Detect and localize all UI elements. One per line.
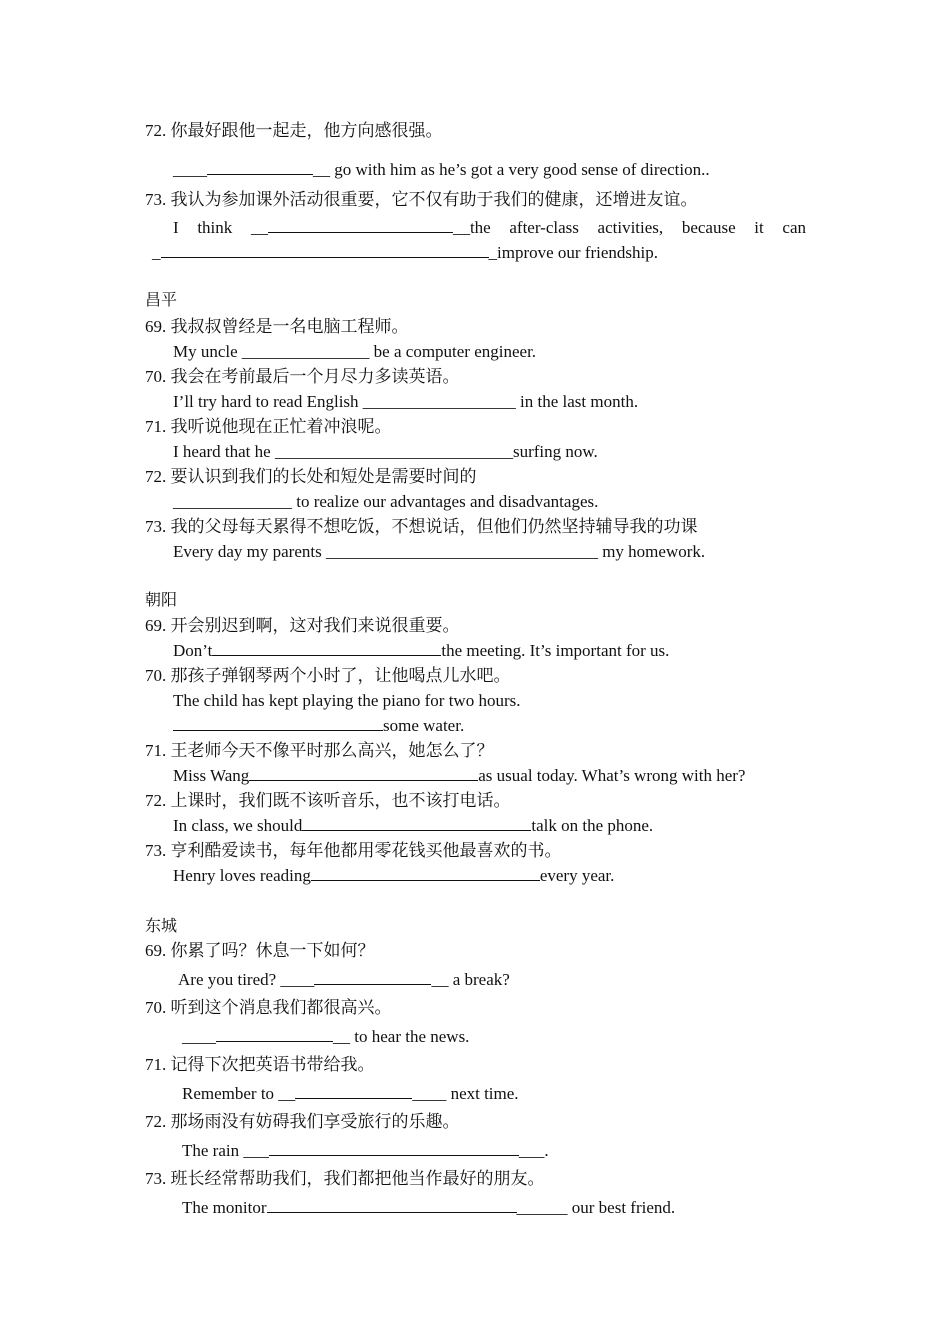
word: it xyxy=(754,218,764,237)
answer-blank[interactable] xyxy=(311,865,540,881)
sentence-text: In class, we should xyxy=(173,816,303,835)
question-72-chinese: 72. 上课时，我们既不该听音乐，也不该打电话。 xyxy=(145,791,511,810)
sentence-text: ____ next time. xyxy=(412,1084,519,1103)
answer-blank[interactable] xyxy=(216,1026,333,1042)
answer-blank[interactable] xyxy=(249,765,478,781)
sentence-text: __ a break? xyxy=(431,970,510,989)
section-title-dongcheng: 东城 xyxy=(145,918,178,935)
question-72-english xyxy=(173,815,653,837)
question-69-english xyxy=(178,969,510,991)
question-70-chinese: 70. 那孩子弹钢琴两个小时了，让他喝点儿水吧。 xyxy=(145,666,511,685)
sentence-text: Don’t xyxy=(173,641,213,660)
word: activities, xyxy=(597,218,664,237)
question-70-english xyxy=(182,1026,469,1048)
question-70-chinese: 70. 听到这个消息我们都很高兴。 xyxy=(145,998,392,1017)
question-73-chinese: 73. 亨利酷爱读书，每年他都用零花钱买他最喜欢的书。 xyxy=(145,841,562,860)
answer-blank[interactable] xyxy=(173,715,383,731)
sentence-text: some water. xyxy=(383,716,465,735)
sentence-text: as usual today. What’s wrong with her? xyxy=(478,766,746,785)
blank-prefix: ____ xyxy=(173,160,207,179)
sentence-text: Miss Wang xyxy=(173,766,250,785)
question-69-chinese: 69. 我叔叔曾经是一名电脑工程师。 xyxy=(145,317,409,336)
question-72-chinese: 72. 要认识到我们的长处和短处是需要时间的 xyxy=(145,467,477,486)
question-71-english: I heard that he ____________________________surfing now. xyxy=(173,442,598,461)
question-72-english xyxy=(182,1140,549,1162)
sentence-text: __ to hear the news. xyxy=(333,1027,470,1046)
sentence-text: the meeting. It’s important for us. xyxy=(441,641,670,660)
question-72-chinese: 72. 你最好跟他一起走，他方向感很强。 xyxy=(145,121,443,140)
question-71-chinese: 71. 我听说他现在正忙着冲浪呢。 xyxy=(145,417,392,436)
question-69-chinese: 69. 开会别迟到啊，这对我们来说很重要。 xyxy=(145,616,460,635)
word: because xyxy=(681,218,736,237)
sentence-text: _improve our friendship. xyxy=(488,243,658,262)
word: I xyxy=(173,218,179,237)
question-69-english xyxy=(173,640,669,662)
word: after-class xyxy=(509,218,579,237)
question-72-english: ______________ to realize our advantages and disadvantages. xyxy=(173,492,599,511)
sentence-text: __ go with him as he’s got a very good sense of direction.. xyxy=(313,160,710,179)
sentence-text: talk on the phone. xyxy=(531,816,654,835)
question-73-english xyxy=(173,217,806,239)
section-title-changping: 昌平 xyxy=(145,292,178,309)
sentence-text: ______ our best friend. xyxy=(516,1198,676,1217)
question-73-english xyxy=(182,1197,675,1219)
question-70-english: The child has kept playing the piano for two hours. xyxy=(173,691,521,710)
answer-blank[interactable] xyxy=(268,217,453,233)
question-70-english-line2 xyxy=(173,715,464,737)
question-70-chinese: 70. 我会在考前最后一个月尽力多读英语。 xyxy=(145,367,460,386)
answer-blank[interactable] xyxy=(269,1140,519,1156)
question-73-english xyxy=(173,865,614,887)
sentence-text: Remember to __ xyxy=(182,1084,296,1103)
answer-blank[interactable] xyxy=(161,242,489,258)
word: think xyxy=(197,218,233,237)
answer-blank[interactable] xyxy=(267,1197,517,1213)
sentence-text: __the xyxy=(452,218,491,237)
sentence-text: The monitor xyxy=(182,1198,267,1217)
answer-blank[interactable] xyxy=(207,159,313,175)
question-69-english: My uncle _______________ be a computer engineer. xyxy=(173,342,537,361)
question-73-english: Every day my parents ________________________________ my homework. xyxy=(173,542,706,561)
question-73-chinese: 73. 我的父母每天累得不想吃饭，不想说话，但他们仍然坚持辅导我的功课 xyxy=(145,517,698,536)
answer-blank[interactable] xyxy=(295,1083,412,1099)
blank-group xyxy=(251,217,491,239)
sentence-text: Are you tired? ____ xyxy=(178,970,315,989)
question-72-english xyxy=(173,159,710,181)
question-73-english-line2 xyxy=(152,242,658,264)
section-title-chaoyang: 朝阳 xyxy=(145,592,178,609)
answer-blank[interactable] xyxy=(302,815,531,831)
blank-prefix: _ xyxy=(152,243,161,262)
question-70-english: I’ll try hard to read English __________________ in the last month. xyxy=(173,392,639,411)
question-71-english xyxy=(173,765,745,787)
sentence-text: ___. xyxy=(518,1141,549,1160)
question-69-chinese: 69. 你累了吗？休息一下如何？ xyxy=(145,941,375,960)
answer-blank[interactable] xyxy=(314,969,431,985)
question-71-english xyxy=(182,1083,519,1105)
sentence-text: The rain ___ xyxy=(182,1141,269,1160)
question-73-chinese: 73. 我认为参加课外活动很重要，它不仅有助于我们的健康，还增进友谊。 xyxy=(145,190,698,209)
question-73-chinese: 73. 班长经常帮助我们，我们都把他当作最好的朋友。 xyxy=(145,1169,545,1188)
question-71-chinese: 71. 记得下次把英语书带给我。 xyxy=(145,1055,375,1074)
answer-blank[interactable] xyxy=(212,640,441,656)
question-71-chinese: 71. 王老师今天不像平时那么高兴，她怎么了？ xyxy=(145,741,494,760)
sentence-text: Henry loves reading xyxy=(173,866,311,885)
blank-prefix: ____ xyxy=(182,1027,216,1046)
word: can xyxy=(782,218,806,237)
sentence-text: every year. xyxy=(539,866,615,885)
blank-prefix: __ xyxy=(250,218,268,237)
question-72-chinese: 72. 那场雨没有妨碍我们享受旅行的乐趣。 xyxy=(145,1112,460,1131)
